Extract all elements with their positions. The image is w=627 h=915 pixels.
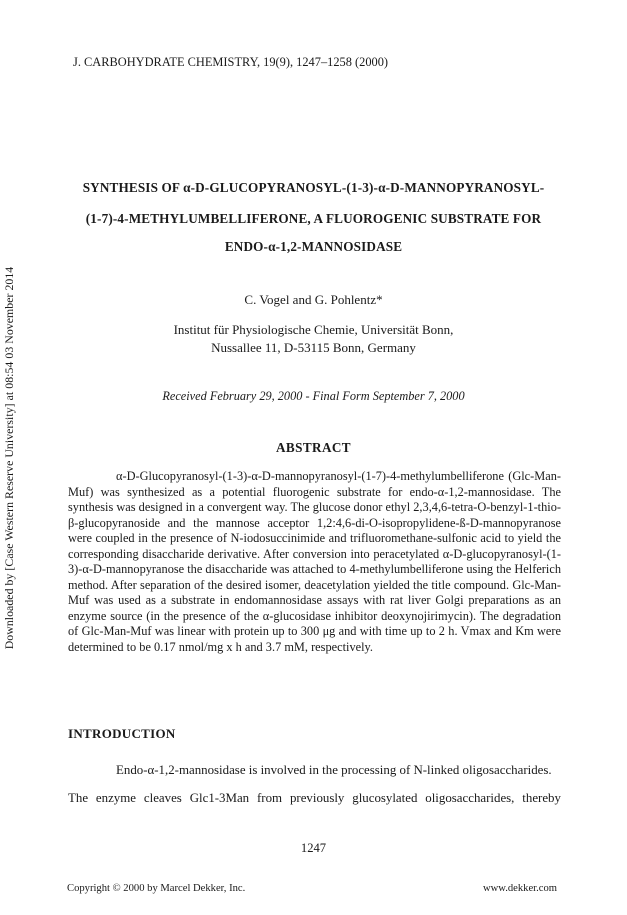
intro-line-2-word: Glc1-3Man [189, 791, 250, 805]
intro-line-2-word: glucosylated [352, 791, 418, 805]
intro-line-2-words [68, 791, 561, 806]
intro-line-1: Endo-α-1,2-mannosidase is involved in the processing of N-linked oligosaccharides. [116, 763, 552, 777]
intro-line-2-word: enzyme [95, 791, 137, 805]
copyright-notice: Copyright © 2000 by Marcel Dekker, Inc. [67, 883, 246, 894]
title-line-1: SYNTHESIS OF α-D-GLUCOPYRANOSYL-(1-3)-α-D-MANNOPYRANOSYL- [82, 180, 545, 195]
affiliation-line-2: Nussallee 11, D-53115 Bonn, Germany [211, 340, 416, 355]
title-line-3: ENDO-α-1,2-MANNOSIDASE [224, 239, 403, 254]
received-dates: Received February 29, 2000 - Final Form September 7, 2000 [162, 389, 465, 403]
download-note: Downloaded by [Case Western Reserve University] at 08:54 03 November 2014 [2, 266, 16, 649]
authors: C. Vogel and G. Pohlentz* [244, 292, 383, 307]
journal-citation: J. CARBOHYDRATE CHEMISTRY, 19(9), 1247–1258 (2000) [73, 55, 389, 69]
intro-line-2-word: previously [289, 791, 345, 805]
abstract-heading: ABSTRACT [275, 440, 352, 455]
intro-line-2-word: The [68, 791, 89, 805]
intro-line-2-word: cleaves [143, 791, 182, 805]
abstract-paragraph: α-D-Glucopyranosyl-(1-3)-α-D-mannopyranosyl-(1-7)-4-methylumbelliferone (Glc-Man-Muf) was synthesized as a potential fluorogenic substrate for endo-α-1,2-mannosidase. The synthesis was designed in a convergent way. The glucose donor ethyl 2,3,4,6-tetra-O-benzyl-1-thio-β-glucopyranoside and the mannose acceptor 1,2:4,6-di-O-isopropylidene-ß-D-mannopyranose were coupled in the presence of N-iodosuccinimide and trifluoromethane-sulfonic acid to yield the corresponding disaccharide derivative. After conversion into peracetylated α-D-glucopyranosyl-(1-3)-α-D-mannopyranose the disaccharide was attached to 4-methylumbelliferone using the Helferich method. After separation of the desired isomer, deacetylation yielded the title compound. Glc-Man-Muf was used as a substrate in endomannosidase assays with rat liver Golgi preparations as an enzyme source (in the presence of the α-glucosidase inhibitor deoxynojirimycin). The degradation of Glc-Man-Muf was linear with protein up to 300 μg and with time up to 2 h. Vmax and Km were determined to be 0.17 nmol/mg x h and 3.7 mM, respectively. [68, 469, 561, 655]
intro-line-2-word: from [257, 791, 283, 805]
title-line-2: (1-7)-4-METHYLUMBELLIFERONE, A FLUOROGENIC SUBSTRATE FOR [85, 211, 542, 226]
intro-line-2-word: oligosaccharides, [425, 791, 515, 805]
affiliation-line-1: Institut für Physiologische Chemie, Universität Bonn, [173, 322, 454, 337]
publisher-website[interactable]: www.dekker.com [482, 883, 557, 894]
intro-line-2 [68, 791, 561, 806]
intro-line-2-word: thereby [522, 791, 561, 805]
introduction-heading: INTRODUCTION [68, 726, 176, 741]
page-number: 1247 [300, 841, 327, 855]
